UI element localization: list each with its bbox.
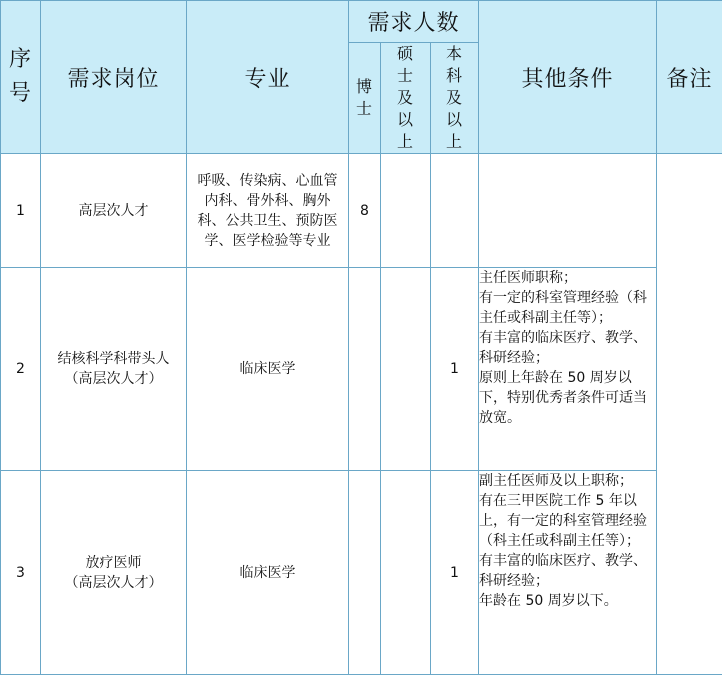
header-position: 需求岗位 bbox=[41, 1, 187, 154]
condition-item: 有丰富的临床医疗、教学、科研经验； bbox=[479, 551, 656, 591]
header-bachelor-above: 本科及以上 bbox=[431, 43, 479, 154]
condition-item: 原则上年龄在 50 周岁以下，特别优秀者条件可适当放宽。 bbox=[479, 368, 656, 428]
row-major: 临床医学 bbox=[187, 268, 349, 471]
row-master-count bbox=[381, 268, 431, 471]
position-title: 高层次人才 bbox=[41, 201, 186, 221]
row-seq: 1 bbox=[1, 154, 41, 268]
row-major: 呼吸、传染病、心血管内科、骨外科、胸外科、公共卫生、预防医学、医学检验等专业 bbox=[187, 154, 349, 268]
position-subtitle: （高层次人才） bbox=[41, 369, 186, 389]
header-phd: 博士 bbox=[349, 43, 381, 154]
row-seq: 3 bbox=[1, 471, 41, 675]
position-title: 放疗医师 bbox=[41, 553, 186, 573]
row-conditions bbox=[479, 471, 657, 675]
header-seq: 序号 bbox=[1, 1, 41, 154]
condition-item: 有一定的科室管理经验（科主任或科副主任等）； bbox=[479, 288, 656, 328]
condition-item: 有在三甲医院工作 5 年以上，有一定的科室管理经验（科主任或科副主任等）； bbox=[479, 491, 656, 551]
header-master-above: 硕士及以上 bbox=[381, 43, 431, 154]
row-conditions bbox=[479, 154, 657, 268]
table-row bbox=[1, 471, 722, 675]
row-position bbox=[41, 471, 187, 675]
row-master-count bbox=[381, 471, 431, 675]
row-bachelor-count: 1 bbox=[431, 268, 479, 471]
row-phd-count bbox=[349, 268, 381, 471]
position-title: 结核科学科带头人 bbox=[41, 349, 186, 369]
table-row bbox=[1, 268, 722, 471]
remark-cell bbox=[657, 154, 722, 675]
table-row bbox=[1, 154, 722, 268]
row-conditions bbox=[479, 268, 657, 471]
condition-item: 副主任医师及以上职称； bbox=[479, 471, 656, 491]
row-phd-count bbox=[349, 471, 381, 675]
row-seq: 2 bbox=[1, 268, 41, 471]
condition-item: 主任医师职称； bbox=[479, 268, 656, 288]
row-bachelor-count: 1 bbox=[431, 471, 479, 675]
position-subtitle: （高层次人才） bbox=[41, 573, 186, 593]
row-position bbox=[41, 268, 187, 471]
row-major: 临床医学 bbox=[187, 471, 349, 675]
row-master-count bbox=[381, 154, 431, 268]
row-bachelor-count bbox=[431, 154, 479, 268]
header-major: 专业 bbox=[187, 1, 349, 154]
row-phd-count: 8 bbox=[349, 154, 381, 268]
header-count: 需求人数 bbox=[349, 1, 479, 43]
row-position bbox=[41, 154, 187, 268]
condition-item: 有丰富的临床医疗、教学、科研经验； bbox=[479, 328, 656, 368]
header-other-conditions: 其他条件 bbox=[479, 1, 657, 154]
condition-item: 年龄在 50 周岁以下。 bbox=[479, 591, 656, 611]
header-remark: 备注 bbox=[657, 1, 722, 154]
